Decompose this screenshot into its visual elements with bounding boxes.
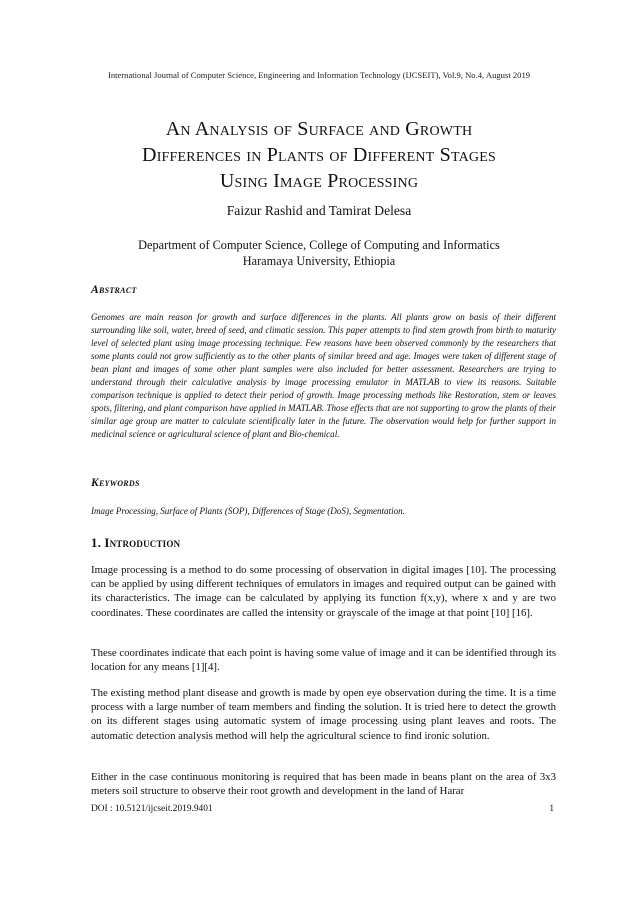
paper-title	[60, 116, 578, 194]
intro-paragraph: The existing method plant disease and growth is made by open eye observation during the time. It is a time process with a large number of team members and finding the solution. It is tried here to detect the growth on its different stages using automatic system of image processing using plant leaves and roots. The automatic detection analysis method will help the agricultural science to find ironic solution.	[91, 687, 556, 742]
affiliation-line: Department of Computer Science, College of Computing and Informatics	[138, 238, 500, 252]
intro-paragraph: These coordinates indicate that each point is having some value of image and it can be identified through its location for any means [1][4].	[91, 647, 556, 674]
abstract-text: Genomes are main reason for growth and surface differences in the plants. All plants grow on basis of their different surrounding like soil, water, breed of seed, and climatic session. This paper attempts to find stem growth from birth to maturity level of selected plant using image processing technique. Few reasons have been observed commonly by the researchers that some plants could not grow sufficiently as to the other plants of similar breed and age. Images were taken of different stage of bean plant and images of some other plant samples were also included for better assessment. Researchers are trying to understand through their calculative analysis by image processing emulator in MATLAB to view its reasons. Suitable comparison technique is applied to detect their period of growth. Image processing methods like Restoration, stem or leaves spots, filtering, and plant comparison have applied in MATLAB. Those effects that are not supporting to grow the plants of their similar age group are matter to calculate scientifically later in the future. The observation would help for further support in medicinal science or agricultural science of plant and Bio-chemical.	[91, 312, 556, 439]
intro-paragraph: Either in the case continuous monitoring is required that has been made in beans plant on the area of 3x3 meters soil structure to observe their root growth and development in the land of Harar	[91, 771, 556, 798]
introduction-heading: 1. Introduction	[91, 536, 181, 550]
title-line: An Analysis of Surface and Growth	[165, 118, 473, 140]
title-line: Differences in Plants of Different Stages	[142, 144, 496, 166]
intro-paragraph: Image processing is a method to do some processing of observation in digital images [10]. The processing can be applied by using different techniques of emulators in images and required output can be gained with its characteristics. The image can be calculated by applying its function f(x,y), where x and y are two coordinates. These coordinates are called the intensity or grayscale of the image at that point [10] [16].	[91, 564, 556, 619]
journal-header: International Journal of Computer Science, Engineering and Information Technology (IJCSEIT), Vol.9, No.4, August 2019	[107, 70, 531, 80]
affiliation	[40, 237, 598, 269]
authors: Faizur Rashid and Tamirat Delesa	[226, 203, 412, 218]
keywords-text: Image Processing, Surface of Plants (SOP), Differences of Stage (DoS), Segmentation.	[91, 506, 405, 516]
abstract-heading: Abstract	[91, 284, 137, 296]
affiliation-line: Haramaya University, Ethiopia	[242, 254, 396, 268]
doi-footer: DOI : 10.5121/ijcseit.2019.9401	[91, 804, 213, 814]
page-number: 1	[549, 804, 554, 814]
keywords-heading: Keywords	[91, 477, 140, 489]
title-line: Using Image Processing	[219, 170, 419, 192]
